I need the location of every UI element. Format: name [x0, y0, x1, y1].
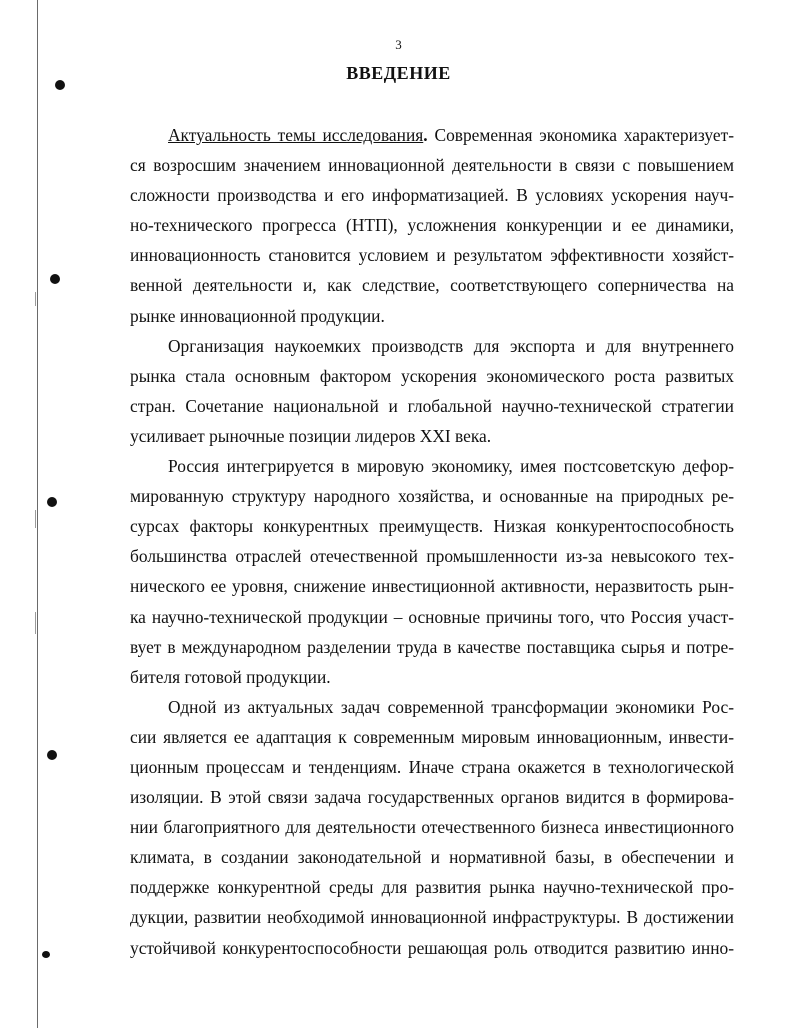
paragraph-line: климата, в создании законодательной и нормативной базы, в обеспечении и	[130, 847, 734, 868]
paragraph-line: ционным процессам и тенденциям. Иначе страна окажется в технологической	[130, 756, 734, 777]
paragraph-line: нии благоприятного для деятельности отечественного бизнеса инвестиционного	[130, 817, 734, 838]
paragraph-line: рынка стала основным фактором ускорения экономического роста развитых	[130, 365, 734, 386]
paragraph-line: сурсах факторы конкурентных преимуществ. Низкая конкурентоспособность	[130, 516, 734, 537]
scan-mark	[35, 510, 36, 528]
paragraph-line: Актуальность темы исследования. Современная экономика характеризует-	[168, 125, 734, 145]
paragraph-line: дукции, развитии необходимой инновационной инфраструктуры. В достижении	[130, 907, 734, 928]
scan-binding-edge	[37, 0, 38, 1028]
punch-hole	[47, 750, 57, 760]
paragraph-line: изоляции. В этой связи задача государственных органов видится в формирова-	[130, 787, 734, 808]
paragraph-line: усиливает рыночные позиции лидеров XXI века.	[130, 425, 492, 446]
scan-mark	[35, 612, 36, 634]
punch-hole	[47, 497, 57, 507]
paragraph-line: сложности производства и его информатизацией. В условиях ускорения науч-	[130, 185, 734, 206]
paragraph-line: ка научно-технической продукции – основные причины того, что Россия участ-	[130, 606, 734, 627]
paragraph-line: большинства отраслей отечественной промышленности из-за невысокого тех-	[130, 546, 734, 567]
paragraph-line: мированную структуру народного хозяйства, и основанные на природных ре-	[130, 486, 734, 507]
paragraph-line: стран. Сочетание национальной и глобальной научно-технической стратегии	[130, 395, 734, 416]
paragraph-line: сии является ее адаптация к современным мировым инновационным, инвести-	[130, 726, 734, 747]
paragraph-line: бителя готовой продукции.	[130, 666, 331, 687]
body-text	[130, 120, 734, 963]
paragraph-line: венной деятельности и, как следствие, соответствующего соперничества на	[130, 275, 734, 296]
paragraph-line: но-технического прогресса (НТП), усложнения конкуренции и ее динамики,	[130, 215, 734, 236]
page-number: 3	[395, 37, 402, 52]
paragraph-line: нического ее уровня, снижение инвестиционной активности, неразвитость рын-	[130, 576, 734, 597]
punch-hole	[42, 951, 50, 958]
paragraph-line: рынке инновационной продукции.	[130, 305, 385, 326]
paragraph-line: инновационность становится условием и результатом эффективности хозяйст-	[130, 245, 734, 266]
scan-mark	[35, 292, 36, 306]
section-lead-heading: Актуальность темы исследования	[168, 125, 424, 145]
paragraph-line: вует в международном разделении труда в качестве поставщика сырья и потре-	[130, 636, 734, 657]
paragraph-line: ся возросшим значением инновационной деятельности в связи с повышением	[130, 155, 734, 176]
paragraph-line: Россия интегрируется в мировую экономику, имея постсоветскую дефор-	[168, 456, 734, 477]
paragraph-line: устойчивой конкурентоспособности решающая роль отводится развитию инно-	[130, 937, 734, 958]
paragraph-line: Организация наукоемких производств для экспорта и для внутреннего	[168, 335, 734, 356]
paragraph-line: поддержке конкурентной среды для развития рынка научно-технической про-	[130, 877, 734, 898]
section-title: ВВЕДЕНИЕ	[346, 63, 451, 83]
punch-hole	[50, 274, 60, 284]
paragraph-line: Одной из актуальных задач современной трансформации экономики Рос-	[168, 696, 734, 717]
